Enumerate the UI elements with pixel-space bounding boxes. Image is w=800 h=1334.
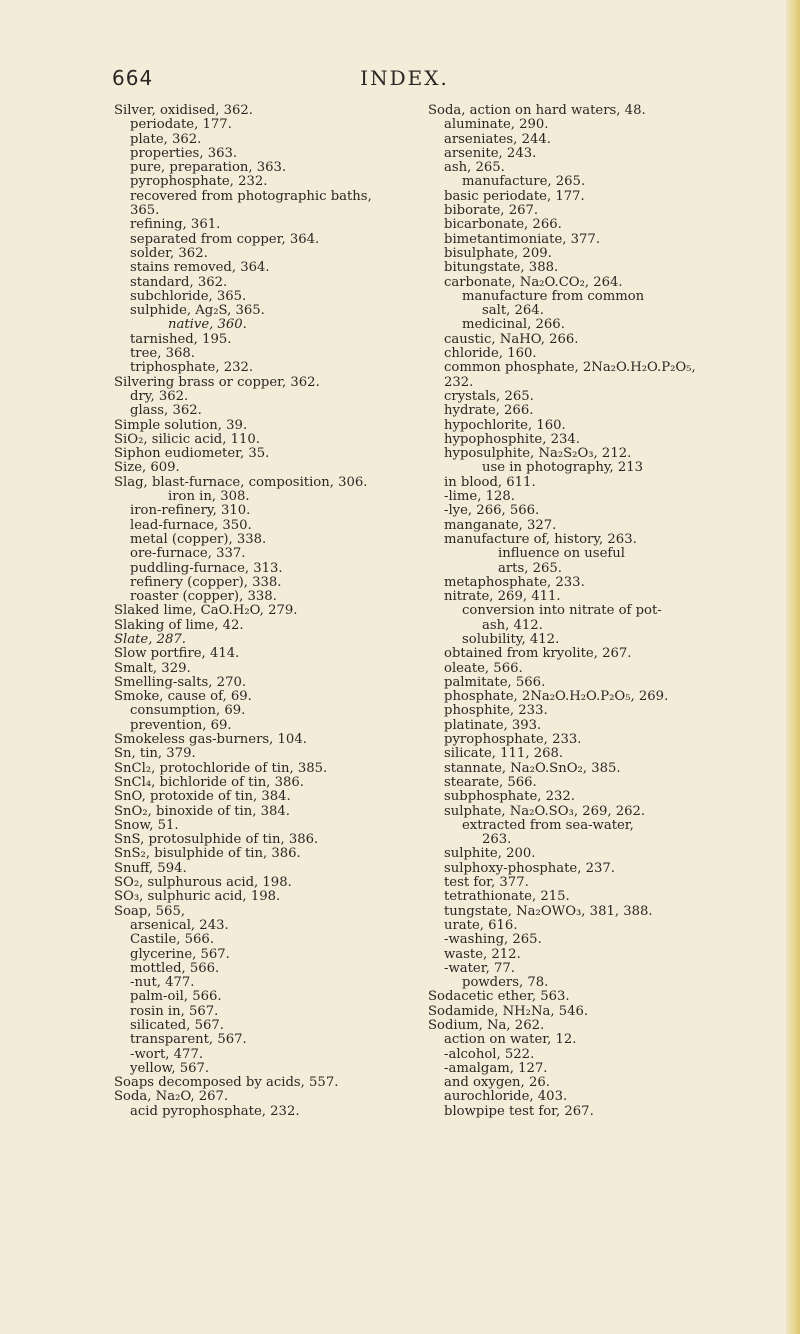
index-entry: pyrophosphate, 232. <box>130 174 268 190</box>
index-entry: Castile, 566. <box>130 932 215 948</box>
index-entry: -wort, 477. <box>130 1046 204 1062</box>
index-entry: -washing, 265. <box>444 932 542 948</box>
index-entry: and oxygen, 26. <box>444 1075 550 1091</box>
index-entry: Sodamide, NH₂Na, 546. <box>428 1003 589 1019</box>
page-number: 664 <box>112 66 154 90</box>
index-entry: metaphosphate, 233. <box>444 574 585 590</box>
index-entry: Silver, oxidised, 362. <box>114 103 253 118</box>
index-entry: use in photography, 213 <box>482 460 644 476</box>
index-entry: Slag, blast-furnace, composition, 306. <box>114 474 368 490</box>
index-entry: silicate, 111, 268. <box>444 746 564 762</box>
index-entry: obtained from kryolite, 267. <box>444 646 632 662</box>
index-entry: Smelling-salts, 270. <box>114 674 247 690</box>
index-entry: SnO, protoxide of tin, 384. <box>114 789 291 805</box>
index-entry: extracted from sea-water, <box>462 817 634 833</box>
index-entry: puddling-furnace, 313. <box>130 560 283 576</box>
index-entry: rosin in, 567. <box>130 1003 219 1019</box>
index-entry: -nut, 477. <box>130 975 195 991</box>
index-entry: Simple solution, 39. <box>114 417 248 433</box>
index-entry: Smoke, cause of, 69. <box>114 689 252 705</box>
index-entry: Soaps decomposed by acids, 557. <box>114 1075 339 1091</box>
index-entry: SnS₂, bisulphide of tin, 386. <box>114 846 301 862</box>
index-entry: phosphate, 2Na₂O.H₂O.P₂O₅, 269. <box>444 689 669 705</box>
index-entry: Silvering brass or copper, 362. <box>114 374 320 390</box>
index-entry: subchloride, 365. <box>130 288 247 304</box>
index-entry: bimetantimoniate, 377. <box>444 231 601 247</box>
index-entry: -water, 77. <box>444 960 515 976</box>
index-entry: Slow portfire, 414. <box>114 646 240 662</box>
index-entry: transparent, 567. <box>130 1032 247 1048</box>
index-entry: Soap, 565, <box>114 903 186 919</box>
index-entry: Sodium, Na, 262. <box>428 1018 545 1033</box>
index-entry: platinate, 393. <box>444 717 542 733</box>
index-entry: plate, 362. <box>130 131 202 147</box>
index-entry: biborate, 267. <box>444 203 539 219</box>
index-entry: yellow, 567. <box>130 1060 210 1076</box>
index-entry: action on water, 12. <box>444 1032 577 1048</box>
index-entry: Siphon eudiometer, 35. <box>114 446 270 462</box>
index-entry: test for, 377. <box>444 875 529 891</box>
index-entry: caustic, NaHO, 266. <box>444 331 579 347</box>
index-entry: sulphate, Na₂O.SO₃, 269, 262. <box>444 803 646 819</box>
index-entry: stearate, 566. <box>444 774 537 790</box>
index-entry: dry, 362. <box>130 388 189 404</box>
index-entry: Slate, 287. <box>114 631 186 647</box>
index-column-left <box>114 104 424 1119</box>
index-entry: Slaked lime, CaO.H₂O, 279. <box>114 603 298 619</box>
index-entry: mottled, 566. <box>130 960 220 976</box>
index-entry: -lye, 266, 566. <box>444 503 540 519</box>
index-entry: powders, 78. <box>462 975 549 991</box>
index-entry: -amalgam, 127. <box>444 1060 548 1076</box>
index-entry: urate, 616. <box>444 917 518 933</box>
index-entry: chloride, 160. <box>444 346 537 362</box>
index-entry: Snuff, 594. <box>114 860 187 876</box>
index-entry: metal (copper), 338. <box>130 531 267 547</box>
index-entry: bitungstate, 388. <box>444 260 559 276</box>
index-entry: manufacture from common <box>462 288 645 304</box>
index-entry: ash, 265. <box>444 160 505 176</box>
index-entry: oleate, 566. <box>444 660 523 676</box>
index-entry: 232. <box>444 374 474 390</box>
index-column-right <box>428 104 798 1119</box>
index-entry: silicated, 567. <box>130 1018 224 1033</box>
index-entry: iron in, 308. <box>168 489 250 505</box>
index-entry: SnCl₂, protochloride of tin, 385. <box>114 760 328 776</box>
index-entry: pyrophosphate, 233. <box>444 732 582 748</box>
index-entry: SnCl₄, bichloride of tin, 386. <box>114 774 304 790</box>
index-entry: waste, 212. <box>444 946 521 962</box>
index-entry: Sn, tin, 379. <box>114 746 196 762</box>
index-entry: tree, 368. <box>130 346 195 362</box>
index-entry: stains removed, 364. <box>130 260 270 276</box>
index-entry: refining, 361. <box>130 217 221 233</box>
index-entry: blowpipe test for, 267. <box>444 1103 594 1119</box>
index-entry: Soda, action on hard waters, 48. <box>428 103 646 118</box>
index-entry: sulphide, Ag₂S, 365. <box>130 303 265 319</box>
index-entry: -lime, 128. <box>444 489 515 505</box>
index-entry: manganate, 327. <box>444 517 557 533</box>
index-entry: tungstate, Na₂OWO₃, 381, 388. <box>444 903 653 919</box>
index-entry: sulphite, 200. <box>444 846 536 862</box>
index-entry: sulphoxy-phosphate, 237. <box>444 860 615 876</box>
index-entry: tetrathionate, 215. <box>444 889 570 905</box>
index-entry: refinery (copper), 338. <box>130 574 282 590</box>
index-entry: palmitate, 566. <box>444 674 546 690</box>
index-entry: SiO₂, silicic acid, 110. <box>114 431 260 447</box>
index-entry: native, 360. <box>168 317 247 333</box>
index-entry: arts, 265. <box>498 560 562 576</box>
index-entry: hypophosphite, 234. <box>444 431 580 447</box>
index-entry: tarnished, 195. <box>130 331 232 347</box>
index-entry: SnS, protosulphide of tin, 386. <box>114 832 319 848</box>
index-entry: standard, 362. <box>130 274 228 290</box>
page-header <box>112 66 697 96</box>
index-entry: pure, preparation, 363. <box>130 160 287 176</box>
index-entry: common phosphate, 2Na₂O.H₂O.P₂O₅, <box>444 360 696 376</box>
index-entry: ore-furnace, 337. <box>130 546 246 562</box>
index-entry: stannate, Na₂O.SnO₂, 385. <box>444 760 621 776</box>
index-entry: 365. <box>130 203 160 219</box>
index-entry: Smokeless gas-burners, 104. <box>114 732 307 748</box>
index-entry: influence on useful <box>498 546 625 562</box>
index-entry: crystals, 265. <box>444 388 534 404</box>
index-entry: subphosphate, 232. <box>444 789 575 805</box>
index-entry: Snow, 51. <box>114 817 179 833</box>
index-entry: arsenical, 243. <box>130 917 229 933</box>
index-entry: hypochlorite, 160. <box>444 417 566 433</box>
index-entry: glass, 362. <box>130 403 202 419</box>
index-entry: Slaking of lime, 42. <box>114 617 244 633</box>
index-entry: bisulphate, 209. <box>444 245 552 261</box>
index-entry: Smalt, 329. <box>114 660 191 676</box>
index-entry: manufacture of, history, 263. <box>444 531 637 547</box>
index-entry: properties, 363. <box>130 145 238 161</box>
index-entry: iron-refinery, 310. <box>130 503 251 519</box>
index-entry: medicinal, 266. <box>462 317 565 333</box>
index-entry: triphosphate, 232. <box>130 360 254 376</box>
index-entry: aluminate, 290. <box>444 117 549 133</box>
index-entry: hyposulphite, Na₂S₂O₃, 212. <box>444 446 632 462</box>
index-entry: in blood, 611. <box>444 474 536 490</box>
index-entry: palm-oil, 566. <box>130 989 222 1005</box>
page-title: INDEX. <box>360 66 449 90</box>
index-entry: solubility, 412. <box>462 631 560 647</box>
index-entry: lead-furnace, 350. <box>130 517 252 533</box>
index-entry: separated from copper, 364. <box>130 231 320 247</box>
index-entry: roaster (copper), 338. <box>130 589 277 605</box>
index-entry: Size, 609. <box>114 460 180 476</box>
index-entry: basic periodate, 177. <box>444 188 585 204</box>
index-entry: hydrate, 266. <box>444 403 534 419</box>
index-entry: -alcohol, 522. <box>444 1046 535 1062</box>
index-entry: phosphite, 233. <box>444 703 548 719</box>
index-entry: salt, 264. <box>482 303 544 319</box>
index-entry: SO₃, sulphuric acid, 198. <box>114 889 281 905</box>
index-entry: acid pyrophosphate, 232. <box>130 1103 300 1119</box>
index-entry: carbonate, Na₂O.CO₂, 264. <box>444 274 623 290</box>
index-entry: Soda, Na₂O, 267. <box>114 1089 229 1105</box>
index-entry: arseniates, 244. <box>444 131 551 147</box>
index-entry: aurochloride, 403. <box>444 1089 568 1105</box>
index-entry: consumption, 69. <box>130 703 246 719</box>
index-entry: solder, 362. <box>130 245 208 261</box>
index-entry: SnO₂, binoxide of tin, 384. <box>114 803 290 819</box>
index-entry: Sodacetic ether, 563. <box>428 989 570 1005</box>
index-entry: ash, 412. <box>482 617 543 633</box>
index-entry: nitrate, 269, 411. <box>444 589 561 605</box>
index-entry: SO₂, sulphurous acid, 198. <box>114 875 292 891</box>
index-entry: conversion into nitrate of pot- <box>462 603 662 619</box>
index-entry: arsenite, 243. <box>444 145 537 161</box>
index-entry: periodate, 177. <box>130 117 232 133</box>
index-entry: 263. <box>482 832 512 848</box>
index-entry: recovered from photographic baths, <box>130 188 372 204</box>
index-entry: bicarbonate, 266. <box>444 217 562 233</box>
index-entry: glycerine, 567. <box>130 946 230 962</box>
index-entry: prevention, 69. <box>130 717 232 733</box>
index-entry: manufacture, 265. <box>462 174 586 190</box>
